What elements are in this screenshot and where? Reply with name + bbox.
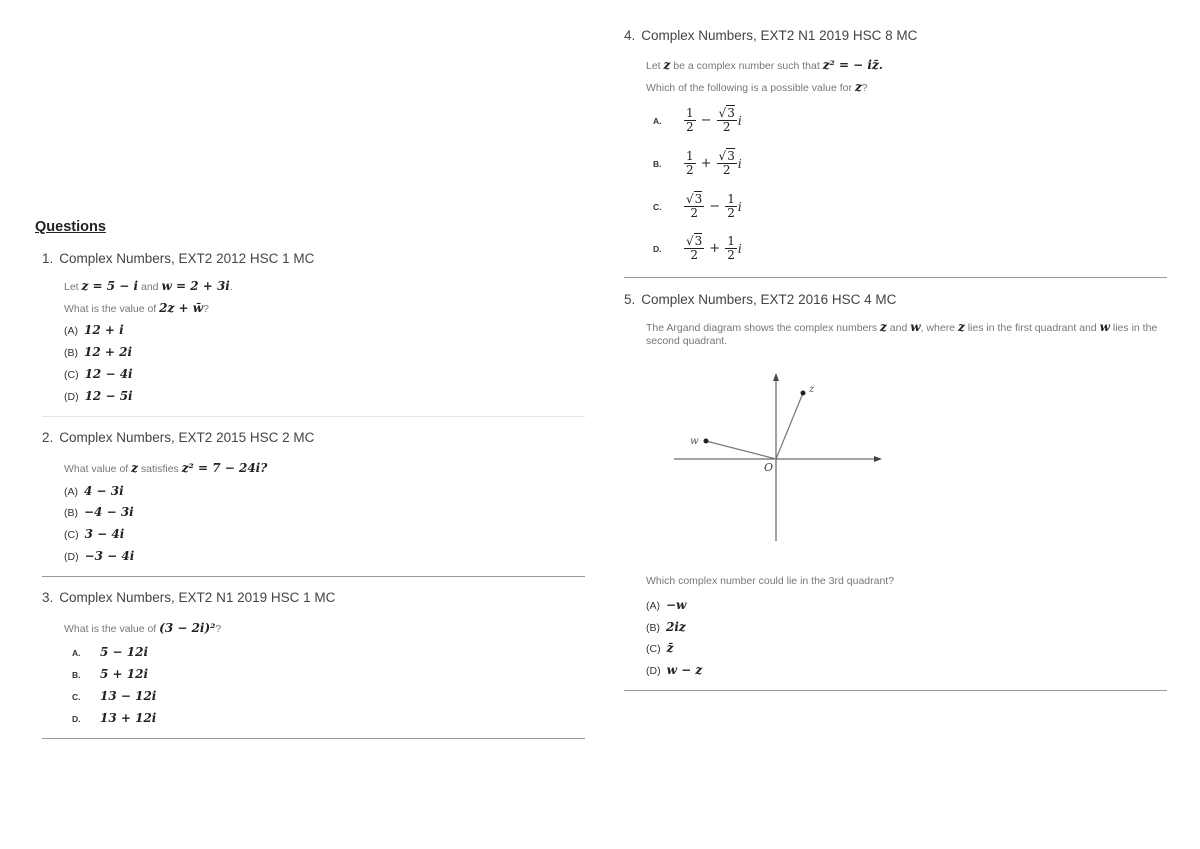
q5-option-d-value: w − z [666, 663, 703, 677]
radicand: 3 [694, 234, 703, 248]
q1-stem [64, 279, 233, 293]
q4-option-a-unit: i [737, 113, 742, 128]
q2-title-text: Complex Numbers, EXT2 2015 HSC 2 MC [59, 430, 315, 445]
q4-option-d-frac1 [684, 235, 704, 262]
q3-question-prefix: What is the value of [64, 623, 157, 635]
q5-option-a-label: (A) [646, 600, 660, 612]
q3-number: 3. [42, 590, 54, 605]
radicand: 3 [727, 149, 735, 163]
q4-option-b[interactable] [653, 150, 742, 177]
q4-stem [646, 58, 883, 72]
q5-intro-w2: w [1099, 320, 1110, 334]
q4-option-a-label: A. [653, 115, 662, 126]
q4-option-d[interactable] [653, 235, 742, 262]
radicand: 3 [727, 106, 735, 120]
q2-option-d-label: (D) [64, 551, 79, 563]
q4-question-text: Which of the following is a possible value for [646, 82, 853, 94]
q3-option-d-label: D. [72, 714, 81, 724]
q1-option-c-value: 12 − 4i [84, 367, 133, 381]
q4-question-var: z [854, 80, 862, 94]
q4-stem-mid: be a complex number such that [673, 60, 820, 72]
q5-option-d-label: (D) [646, 665, 661, 677]
q1-separator [42, 416, 585, 417]
q1-stem-and: and [141, 281, 159, 293]
argand-diagram [660, 365, 900, 550]
questions-heading: Questions [35, 219, 106, 235]
z-point [801, 391, 806, 396]
q1-option-a[interactable] [64, 323, 124, 337]
q3-option-a-value: 5 − 12i [100, 645, 149, 659]
q3-title-text: Complex Numbers, EXT2 N1 2019 HSC 1 MC [59, 590, 336, 605]
q5-question: Which complex number could lie in the 3rd quadrant? [646, 575, 895, 587]
q1-question-end: ? [203, 303, 209, 315]
q3-option-b[interactable] [72, 667, 148, 681]
q1-option-c[interactable] [64, 367, 133, 381]
q4-option-b-unit: i [737, 156, 742, 171]
q5-title [624, 292, 896, 307]
q4-option-b-label: B. [653, 158, 662, 169]
q4-stem-math: z² = − iz̄. [822, 58, 883, 72]
q4-number: 4. [624, 28, 636, 43]
w-point [704, 439, 709, 444]
q3-option-b-value: 5 + 12i [100, 667, 149, 681]
q4-option-b-frac2 [717, 150, 737, 177]
q4-option-c-frac1 [684, 193, 704, 220]
w-point-label: w [690, 436, 699, 447]
q2-title [42, 430, 314, 445]
q1-option-d[interactable] [64, 389, 133, 403]
q4-option-d-frac2 [725, 235, 737, 262]
real-axis-arrow-icon [874, 456, 882, 462]
q3-separator [42, 738, 585, 739]
q4-option-b-op: + [700, 156, 712, 171]
q2-question-var: z [131, 461, 138, 475]
q1-option-b[interactable] [64, 345, 132, 359]
q4-stem-prefix: Let [646, 60, 661, 72]
q5-intro-z2: z [957, 320, 965, 334]
q4-question-end: ? [861, 82, 868, 94]
q2-option-d-value: −3 − 4i [84, 549, 135, 563]
q2-option-c[interactable] [64, 527, 124, 541]
q3-title [42, 590, 335, 605]
q5-option-c-label: (C) [646, 643, 661, 655]
q4-title-text: Complex Numbers, EXT2 N1 2019 HSC 8 MC [641, 28, 918, 43]
q5-option-d[interactable] [646, 663, 702, 677]
q5-intro-and: and [889, 322, 908, 334]
q2-option-d[interactable] [64, 549, 134, 563]
q1-stem-z: z = 5 − i [81, 279, 139, 293]
q2-option-a[interactable] [64, 484, 124, 498]
radicand: 3 [694, 192, 703, 206]
q5-number: 5. [624, 292, 636, 307]
q3-option-b-label: B. [72, 670, 81, 680]
q3-question [64, 621, 221, 635]
q4-option-c-frac2-den: 2 [727, 206, 735, 220]
q5-title-text: Complex Numbers, EXT2 2016 HSC 4 MC [641, 292, 897, 307]
q4-option-d-frac1-num: √3 [686, 234, 703, 248]
q4-option-d-unit: i [737, 241, 742, 256]
q2-option-a-value: 4 − 3i [84, 484, 124, 498]
q4-option-a-frac2-num: √3 [718, 106, 735, 120]
q1-option-a-label: (A) [64, 325, 78, 337]
origin-label: O [764, 461, 774, 474]
q1-option-d-label: (D) [64, 391, 79, 403]
q2-number: 2. [42, 430, 54, 445]
q1-option-d-value: 12 − 5i [84, 389, 133, 403]
q5-option-a[interactable] [646, 598, 686, 612]
q4-option-b-frac1-den: 2 [686, 163, 694, 177]
q3-option-c-value: 13 − 12i [100, 689, 157, 703]
q4-option-c-frac2-num: 1 [727, 192, 735, 206]
q4-option-c-label: C. [653, 201, 662, 212]
q2-question-mid: satisfies [140, 463, 179, 475]
q4-option-b-frac2-num: √3 [718, 149, 735, 163]
q4-option-d-label: D. [653, 243, 662, 254]
q5-option-b-label: (B) [646, 622, 660, 634]
q1-option-b-label: (B) [64, 347, 78, 359]
q4-question [646, 80, 868, 94]
q1-option-a-value: 12 + i [84, 323, 124, 337]
q5-option-a-value: −w [666, 598, 687, 612]
q5-option-b[interactable] [646, 620, 686, 634]
q4-option-d-op: + [709, 241, 721, 256]
q5-separator [624, 690, 1167, 691]
q4-option-a[interactable] [653, 107, 742, 134]
q1-question-prefix: What is the value of [64, 303, 157, 315]
q4-option-a-frac2-den: 2 [722, 120, 731, 134]
q2-question-prefix: What value of [64, 463, 129, 475]
q2-option-c-value: 3 − 4i [84, 527, 125, 541]
q4-option-a-frac1 [684, 107, 696, 134]
q3-option-d[interactable] [72, 711, 156, 725]
q1-option-c-label: (C) [64, 369, 79, 381]
q4-option-a-op: − [700, 113, 712, 128]
q2-option-b-label: (B) [64, 507, 78, 519]
q3-option-a[interactable] [72, 645, 148, 659]
q1-option-b-value: 12 + 2i [84, 345, 133, 359]
q4-option-a-frac1-num: 1 [686, 106, 694, 120]
q2-option-b-value: −4 − 3i [84, 505, 134, 519]
q5-intro-part2: , where [920, 322, 956, 334]
q4-option-c-unit: i [737, 199, 742, 214]
q4-option-c[interactable] [653, 193, 742, 220]
q1-question-math: 2z + w̄ [159, 301, 204, 315]
q4-option-d-frac2-num: 1 [727, 234, 735, 248]
q5-option-c-value: z̄ [666, 641, 674, 655]
q2-question [64, 461, 267, 475]
q4-option-c-frac1-den: 2 [690, 206, 698, 220]
z-point-label: z [809, 384, 815, 395]
q1-stem-w: w = 2 + 3i [161, 279, 230, 293]
q4-separator [624, 277, 1167, 278]
q1-question [64, 301, 209, 315]
q4-stem-var: z [663, 58, 671, 72]
q4-option-c-frac2 [725, 193, 737, 220]
q1-stem-prefix: Let [64, 281, 79, 293]
q2-separator [42, 576, 585, 577]
q3-option-a-label: A. [72, 648, 81, 658]
q2-option-a-label: (A) [64, 486, 78, 498]
q2-option-c-label: (C) [64, 529, 79, 541]
q4-option-b-frac1 [684, 150, 696, 177]
q1-number: 1. [42, 251, 54, 266]
q1-stem-end: . [229, 281, 233, 293]
q3-option-d-value: 13 + 12i [100, 711, 157, 725]
q5-intro-part1: The Argand diagram shows the complex numbers [646, 322, 878, 334]
q4-title [624, 28, 917, 43]
q2-option-b[interactable] [64, 505, 134, 519]
q5-intro-z: z [880, 320, 887, 334]
q5-option-c[interactable] [646, 641, 673, 655]
q5-intro-w: w [910, 320, 921, 334]
q4-option-a-frac1-den: 2 [686, 120, 694, 134]
z-vector [776, 393, 803, 459]
q1-title-text: Complex Numbers, EXT2 2012 HSC 1 MC [59, 251, 315, 266]
q4-option-b-frac1-num: 1 [686, 149, 694, 163]
q1-title [42, 251, 314, 266]
q3-question-end: ? [215, 623, 222, 635]
imaginary-axis-arrow-icon [773, 373, 779, 381]
q4-option-c-op: − [709, 199, 721, 214]
q3-question-math: (3 − 2i)² [159, 621, 216, 635]
q4-option-c-frac1-num: √3 [686, 192, 703, 206]
q4-option-b-frac2-den: 2 [722, 163, 731, 177]
q3-option-c-label: C. [72, 692, 81, 702]
q5-intro-part4: lies in the second quadrant. [646, 322, 1158, 347]
q5-intro [646, 321, 1166, 348]
q4-option-d-frac1-den: 2 [690, 248, 698, 262]
q4-option-d-frac2-den: 2 [727, 248, 735, 262]
q2-question-math: z² = 7 − 24i? [181, 461, 268, 475]
q4-option-a-frac2 [717, 107, 737, 134]
q3-option-c[interactable] [72, 689, 156, 703]
w-vector [706, 441, 776, 459]
q5-option-b-value: 2iz [666, 620, 686, 634]
q5-intro-part3: lies in the first quadrant and [967, 322, 1097, 334]
